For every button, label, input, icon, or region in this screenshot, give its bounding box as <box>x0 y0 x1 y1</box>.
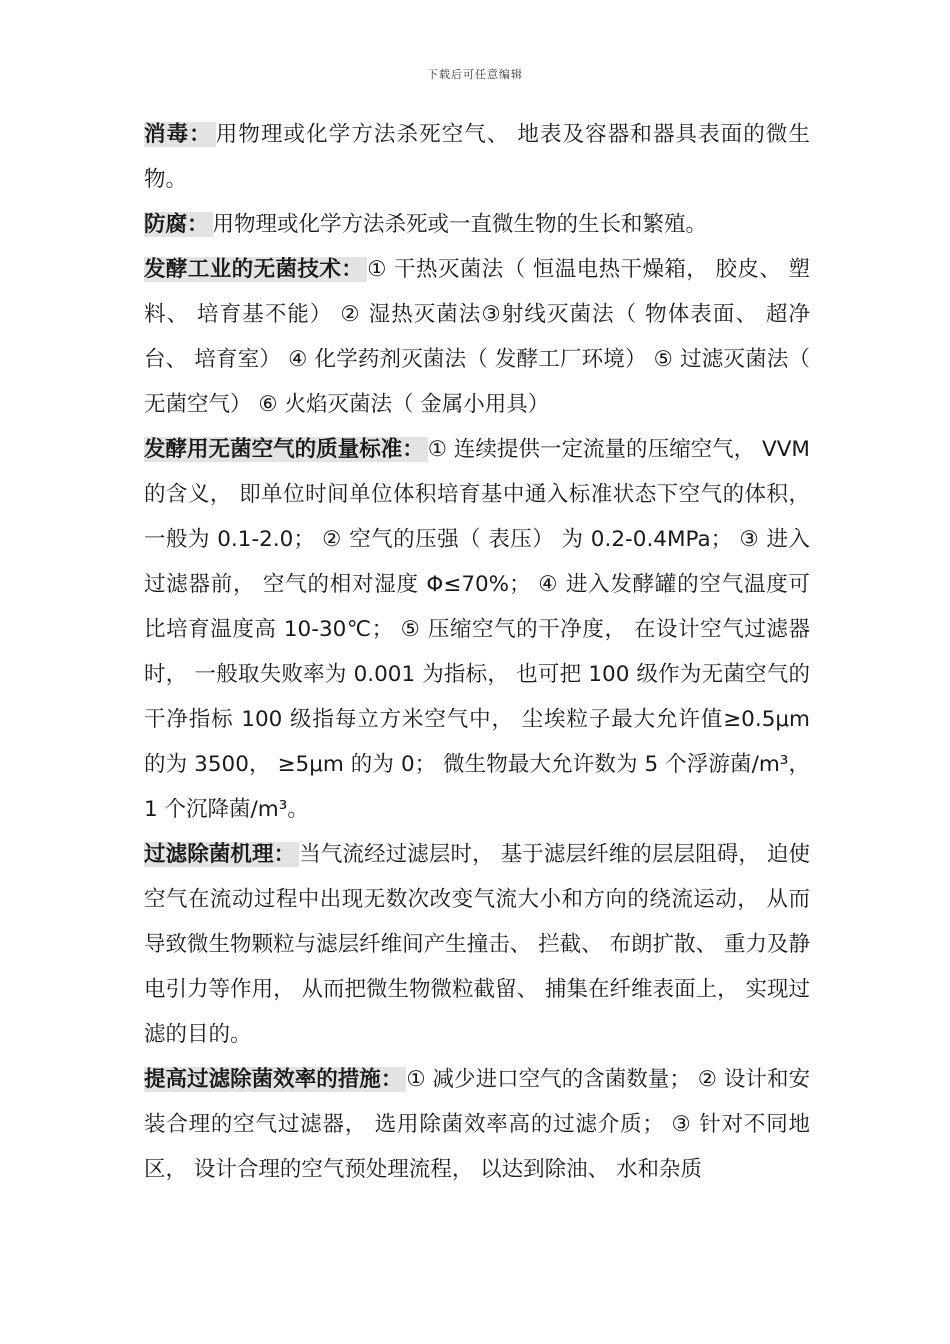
term-antisepsis: 防腐： <box>144 212 213 237</box>
term-sterile-techniques: 发酵工业的无菌技术： <box>144 257 367 282</box>
definition-air-quality-standards: ① 连续提供一定流量的压缩空气， VVM 的含义， 即单位时间单位体积培育基中通入标准状态下空气的体积， 一般为 0.1-2.0； ② 空气的压强（ 表压） 为 0.2-0.4MPa； ③ 进入过滤器前， 空气的相对湿度 Φ≤70%； ④ 进入发酵罐的空气温度可比培育温度高 10-30℃； ⑤ 压缩空气的干净度， 在设计空气过滤器时， 一般取失败率为 0.001 为指标， 也可把 100 级作为无菌空气的干净指标 100 级指每立方米空气中， 尘埃粒子最大允许值≥0.5μm 的为 3500， ≥5μm 的为 0； 微生物最大允许数为 5 个浮游菌/m³， 1 个沉降菌/m³。 <box>144 437 810 822</box>
paragraph-efficiency-measures <box>144 1057 810 1192</box>
definition-antisepsis: 用物理或化学方法杀死或一直微生物的生长和繁殖。 <box>212 212 708 237</box>
term-air-quality-standards: 发酵用无菌空气的质量标准： <box>144 437 428 462</box>
paragraph-disinfection <box>144 112 810 202</box>
definition-filtration-mechanism: 当气流经过滤层时， 基于滤层纤维的层层阻碍， 迫使空气在流动过程中出现无数次改变气流大小和方向的绕流运动， 从而导致微生物颗粒与滤层纤维间产生撞击、 拦截、 布朗扩散、 重力及静电引力等作用， 从而把微生物微粒截留、 捕集在纤维表面上， 实现过滤的目的。 <box>144 842 810 1047</box>
definition-sterile-techniques: ① 干热灭菌法（ 恒温电热干燥箱， 胶皮、 塑料、 培育基不能） ② 湿热灭菌法③射线灭菌法（ 物体表面、 超净台、 培育室） ④ 化学药剂灭菌法（ 发酵工厂环境） ⑤ 过滤灭菌法（ 无菌空气） ⑥ 火焰灭菌法（ 金属小用具） <box>144 257 810 417</box>
document-body <box>144 112 810 1192</box>
paragraph-filtration-mechanism <box>144 832 810 1057</box>
definition-efficiency-measures: ① 减少进口空气的含菌数量； ② 设计和安装合理的空气过滤器， 选用除菌效率高的过滤介质； ③ 针对不同地区， 设计合理的空气预处理流程， 以达到除油、 水和杂质 <box>144 1067 810 1182</box>
term-filtration-mechanism: 过滤除菌机理： <box>144 842 299 867</box>
page-header-note: 下载后可任意编辑 <box>427 68 523 81</box>
term-efficiency-measures: 提高过滤除菌效率的措施： <box>144 1067 406 1092</box>
term-disinfection: 消毒： <box>144 122 216 147</box>
paragraph-sterile-techniques <box>144 247 810 427</box>
paragraph-air-quality-standards <box>144 427 810 832</box>
paragraph-antisepsis <box>144 202 810 247</box>
definition-disinfection: 用物理或化学方法杀死空气、 地表及容器和器具表面的微生物。 <box>144 122 810 192</box>
